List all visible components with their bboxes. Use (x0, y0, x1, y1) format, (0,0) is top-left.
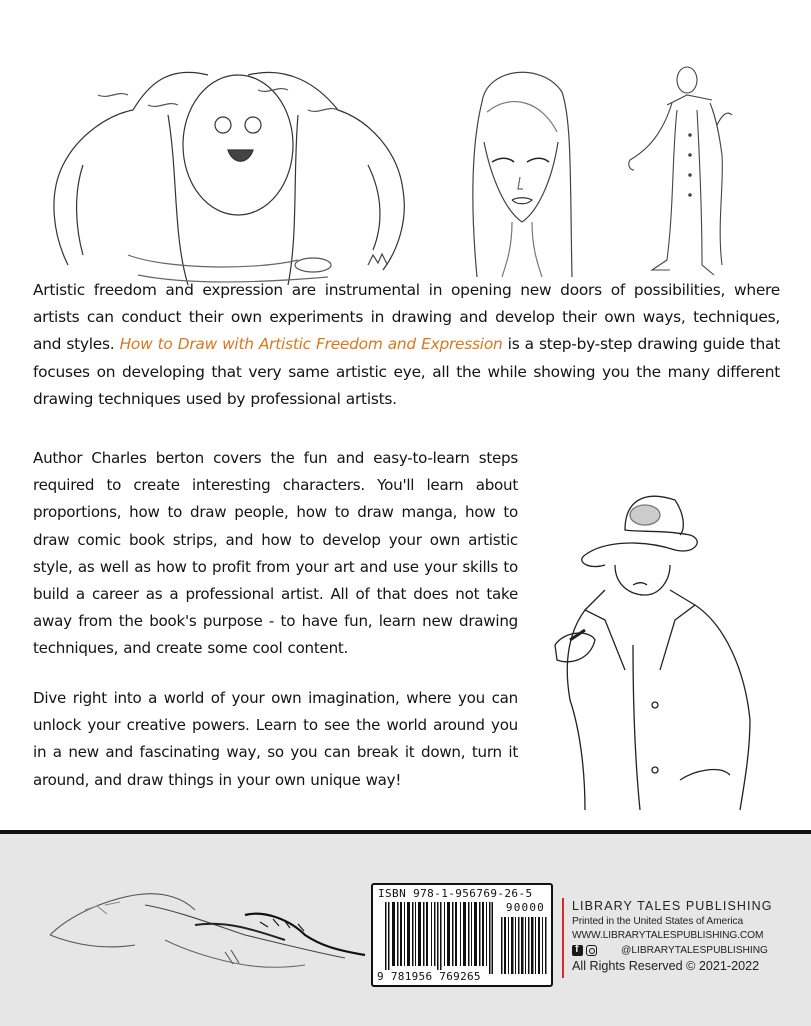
closing-paragraph: Dive right into a world of your own imagination, where you can unlock your creative powers. Learn to see the world around you in a new and fascinating way, so you can break it down, turn it around, and draw things in your own unique way! (33, 689, 518, 789)
isbn-number: ISBN 978-1-956769-26-5 (378, 887, 533, 900)
isbn-barcode (371, 883, 553, 987)
printed-in: Printed in the United States of America (572, 916, 744, 927)
detective-illustration (545, 470, 775, 820)
intro-text-continued: is a step-by-step drawing guide that focuses on developing that very same artistic eye, all the while showing you the many different drawing techniques used by professional artists. (33, 335, 780, 408)
publisher-info (562, 898, 792, 978)
copyright-notice: All Rights Reserved © 2021-2022 (572, 959, 760, 973)
price-code: 90000 (505, 901, 545, 914)
facebook-icon[interactable] (572, 945, 583, 956)
intro-paragraph (33, 277, 780, 413)
publisher-website[interactable]: WWW.LIBRARYTALESPUBLISHING.COM (572, 930, 764, 941)
social-handle[interactable]: @LIBRARYTALESPUBLISHING (621, 944, 768, 956)
ean-number: 9 781956 769265 (377, 970, 481, 983)
woman-portrait-illustration (462, 62, 577, 287)
price-barcode-bars (501, 917, 547, 974)
intro-text: Artistic freedom and expression are instrumental in opening new doors of possibilities, where artists can conduct their own experiments in drawing and develop their own ways, techniques, and styles. (33, 281, 780, 354)
social-row (572, 943, 792, 958)
swamp-monster-illustration (38, 55, 418, 285)
author-paragraph: Author Charles berton covers the fun and easy-to-learn steps required to create interesting characters. You'll learn about proportions, how to draw people, how to draw manga, how to draw comic book strips, and how to develop your own artistic style, as well as how to profit from your art and use your skills to build a career as a professional artist. All of that does not take away from the book's purpose - to have fun, learn new drawing techniques, and create some cool content. (33, 449, 518, 658)
book-title: How to Draw with Artistic Freedom and Expression (119, 335, 503, 354)
publisher-name: LIBRARY TALES PUBLISHING (572, 899, 773, 913)
barcode-bars (385, 902, 493, 974)
vampire-illustration (622, 65, 747, 285)
instagram-icon[interactable] (586, 945, 597, 956)
reclining-figure-illustration (45, 880, 375, 975)
